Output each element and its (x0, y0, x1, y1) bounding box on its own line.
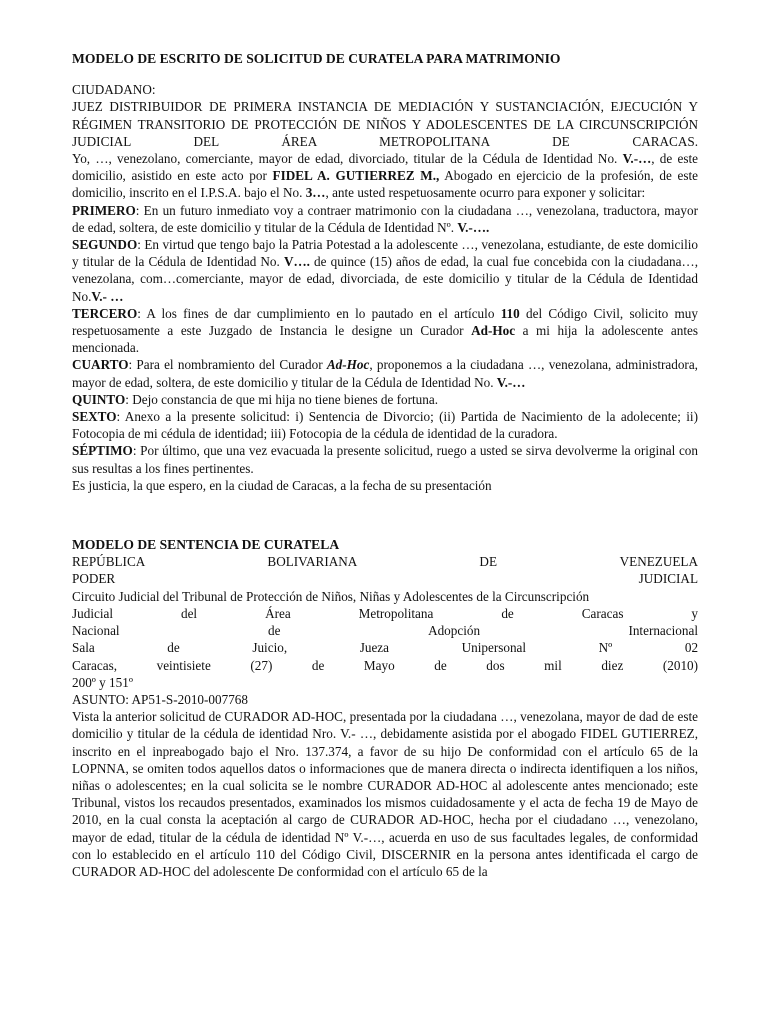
header-line-circuito: Circuito Judicial del Tribunal de Protección de Niños, Niñas y Adolescentes de la Circunscripción (72, 588, 590, 604)
header-line-republica: REPÚBLICA BOLIVARIANA DE VENEZUELA (72, 554, 699, 570)
cuarto-paragraph: CUARTO: Para el nombramiento del Curador Ad-Hoc, proponemos a la ciudadana …, venezolana, administradora, mayor de edad, soltera, de este domicilio y titular de la Cédula de Identidad No. V.-… (72, 357, 698, 390)
header-line-years: 200º y 151º (72, 674, 133, 690)
header-line-judicial: Judicial del Área Metropolitana de Caracas y (72, 605, 698, 621)
doc2-title: MODELO DE SENTENCIA DE CURATELA (72, 537, 340, 553)
sentencia-body: Vista la anterior solicitud de CURADOR AD-HOC, presentada por la ciudadana …, venezolana, mayor de dad de este domicilio y titular de la cédula de identidad Nro. V.- …, debidamente asistida por el abogado FIDEL GUTIERREZ, inscrito en el inpreabogado bajo el Nro. 137.374, a favor de su hijo De conformidad con el artículo 65 de la LOPNNA, se omiten todos aquellos datos o informaciones que de manera directa o indirecta identifiquen a los niños, niñas o adolescentes; en la cual solicita se le nombre CURADOR AD-HOC al adolescente antes mencionado; este Tribunal, vistos los recaudos presentados, examinados los mismos cuidadosamente y el acta de fecha 19 de Mayo de 2010, en la cual consta la aceptación al cargo de CURADOR AD-HOC, hecha por el ciudadano …, venezolano, mayor de edad, titular de la cédula de identidad Nº V.-…, acuerda en uso de sus facultades legales, de conformidad con lo establecido en el artículo 110 del Código Civil, DISCERNIR en la persona antes identificada el cargo de CURADOR AD-HOC del adolescente De conformidad con el artículo 65 de la (72, 709, 698, 879)
closing-line: Es justicia, la que espero, en la ciudad de Caracas, a la fecha de su presentación (72, 477, 492, 493)
header-line-poder: PODER JUDICIAL (72, 571, 698, 587)
addressee-line2: JUEZ DISTRIBUIDOR DE PRIMERA INSTANCIA DE MEDIACIÓN Y SUSTANCIACIÓN, EJECUCIÓN Y RÉGIMEN TRANSITORIO DE PROTECCIÓN DE NIÑOS Y ADOLESCENTES DE LA CIRCUNSCRIPCIÓN JUDICIAL DEL ÁREA METROPOLITANA DE CARACAS. (72, 99, 698, 149)
header-line-sala: Sala de Juicio, Jueza Unipersonal Nº 02 (72, 640, 699, 656)
quinto-paragraph: QUINTO: Dejo constancia de que mi hija no tiene bienes de fortuna. (72, 391, 438, 407)
segundo-paragraph: SEGUNDO: En virtud que tengo bajo la Patria Potestad a la adolescente …, venezolana, estudiante, de este domicilio y titular de la Cédula de Identidad No. V…. de quince (15) años de edad, la cual fue concebida con la ciudadana…, venezolana, com…comerciante, mayor de edad, divorciada, de este domicilio y titular de la Cédula de Identidad No.V.- … (72, 237, 698, 304)
primero-paragraph: PRIMERO: En un futuro inmediato voy a contraer matrimonio con la ciudadana …, venezolana, traductora, mayor de edad, soltera, de este domicilio y titular de la Cédula de Identidad Nº. V.-…. (72, 202, 698, 235)
header-line-nacional: Nacional de Adopción Internacional (72, 623, 699, 639)
intro-paragraph: Yo, …, venezolano, comerciante, mayor de edad, divorciado, titular de la Cédula de Identidad No. V.-…, de este domicilio, asistido en este acto por FIDEL A. GUTIERREZ M., Abogado en ejercicio de la profesión, de este domicilio, inscrito en el I.P.S.A. bajo el No. 3…, ante usted respetuosamente ocurro para exponer y solicitar: (72, 151, 698, 201)
asunto-line: ASUNTO: AP51-S-2010-007768 (72, 691, 248, 707)
doc1-title: MODELO DE ESCRITO DE SOLICITUD DE CURATELA PARA MATRIMONIO (72, 51, 561, 66)
tercero-paragraph: TERCERO: A los fines de dar cumplimiento en lo pautado en el artículo 110 del Código Civil, solicito muy respetuosamente a este Juzgado de Instancia le designe un Curador Ad-Hoc a mi hija la adolescente antes mencionada. (72, 305, 698, 356)
septimo-paragraph: SÉPTIMO: Por último, que una vez evacuada la presente solicitud, ruego a usted se sirva devolverme la original con sus resultas a los fines pertinentes. (72, 443, 698, 476)
sexto-paragraph: SEXTO: Anexo a la presente solicitud: i) Sentencia de Divorcio; (ii) Partida de Nacimiento de la adolecente; ii) Fotocopia de mi cédula de identidad; iii) Fotocopia de la cédula de identidad de la curadora. (72, 409, 698, 442)
addressee-line1: CIUDADANO: (72, 82, 156, 98)
header-line-date: Caracas, veintisiete (27) de Mayo de dos mil diez (2010) (72, 657, 699, 673)
